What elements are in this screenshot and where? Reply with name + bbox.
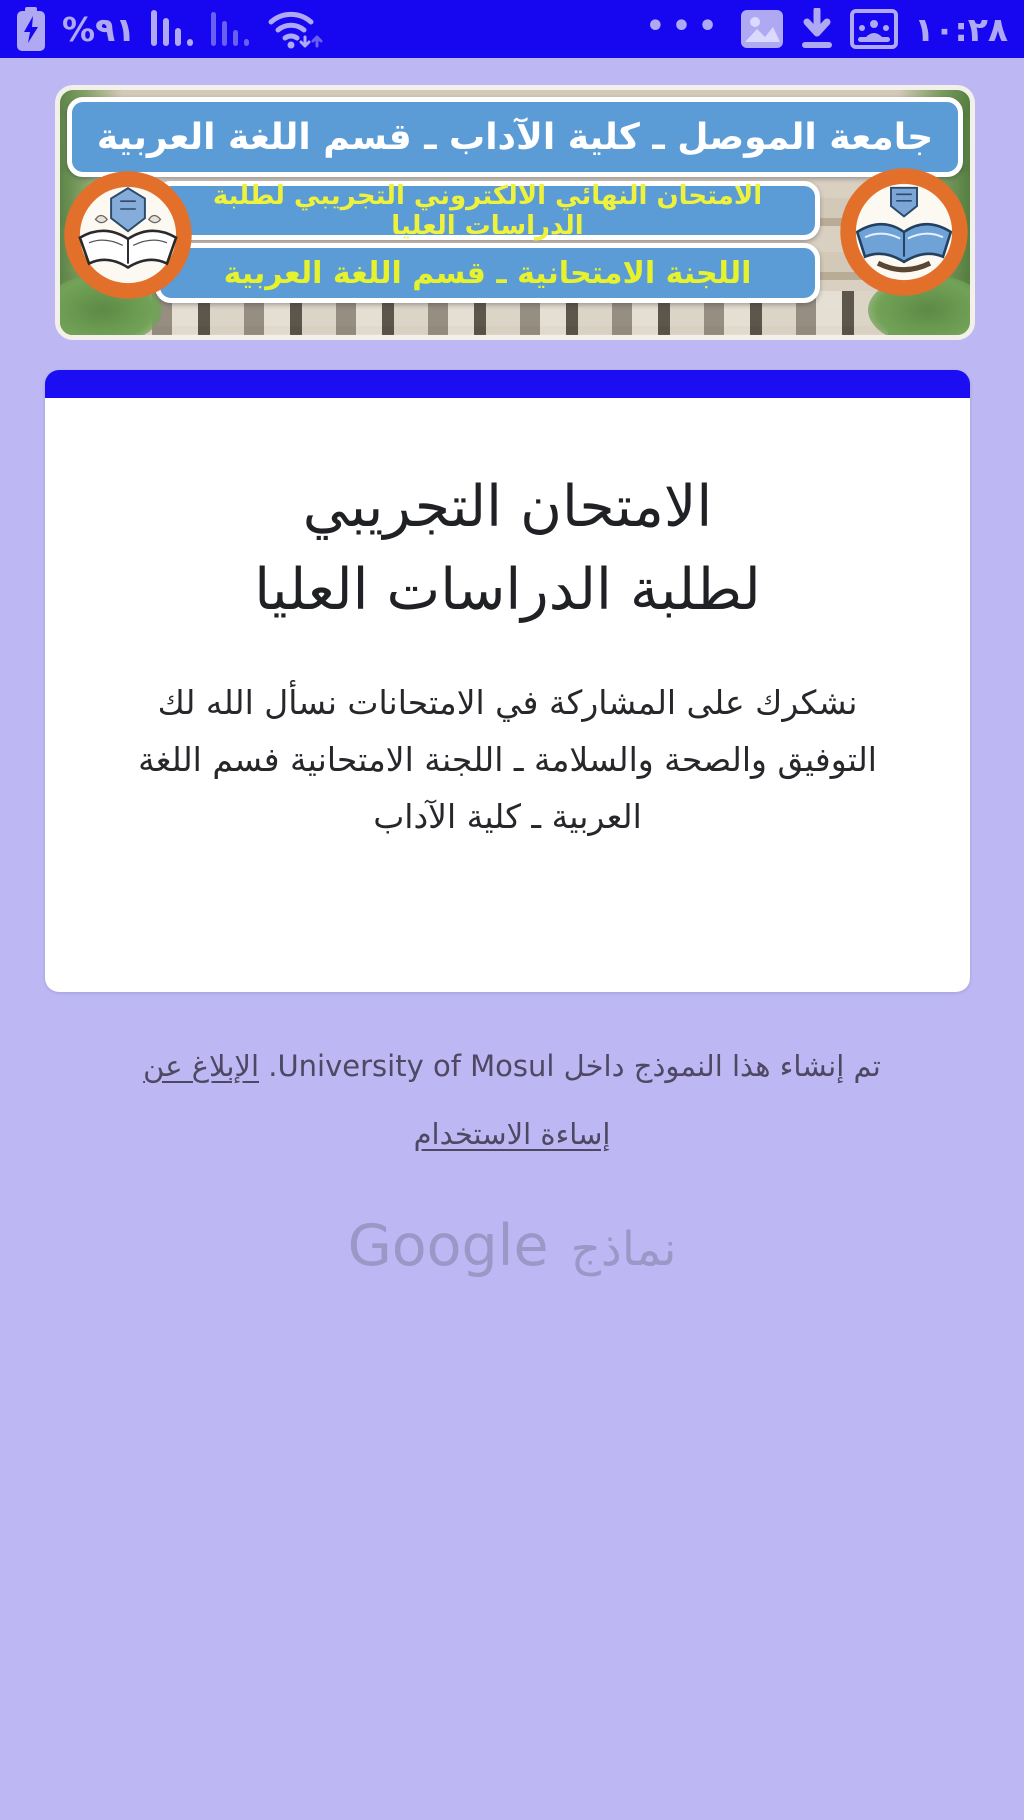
college-of-arts-logo xyxy=(839,167,969,297)
classroom-icon xyxy=(850,9,898,49)
report-abuse-link[interactable]: الإبلاغ عن إساءة الاستخدام xyxy=(143,1049,611,1152)
clock-time: ١٠:٢٨ xyxy=(914,9,1008,49)
screenshot-image-icon xyxy=(740,9,784,49)
form-title xyxy=(75,466,940,631)
status-bar xyxy=(0,0,1024,58)
wifi-up-down-icon xyxy=(267,7,323,51)
form-confirmation-card xyxy=(45,370,970,992)
form-title-line1: الامتحان التجريبي xyxy=(302,474,713,540)
status-bar-right xyxy=(646,8,1008,50)
created-inside-text: تم إنشاء هذا النموذج داخل xyxy=(563,1049,881,1083)
banner-committee-text: اللجنة الامتحانية ـ قسم اللغة العربية xyxy=(223,255,752,291)
form-header-image xyxy=(55,85,975,340)
form-title-line2: لطلبة الدراسات العليا xyxy=(254,556,761,623)
secondary-signal-icon xyxy=(211,8,251,50)
card-accent-bar xyxy=(45,370,970,398)
download-icon xyxy=(800,8,834,50)
google-wordmark: Google xyxy=(347,1213,549,1279)
banner-university-bar xyxy=(67,97,963,177)
confirmation-message: نشكرك على المشاركة في الامتحانات نسأل الله لك التوفيق والصحة والسلامة ـ اللجنة الامتحانية فسم اللغة العربية ـ كلية الآداب xyxy=(138,683,877,836)
charging-battery-icon xyxy=(16,7,46,51)
university-of-mosul-logo xyxy=(63,170,193,300)
battery-percent: %٩١ xyxy=(62,9,136,49)
banner-exam-text: الامتحان النهائي الالكتروني التجريبي لطلبة الدراسات العليا xyxy=(212,180,763,241)
banner-exam-bar xyxy=(155,181,820,240)
overflow-dots: ••• xyxy=(645,8,725,44)
status-bar-left xyxy=(16,7,323,51)
google-forms-logo xyxy=(0,1196,1024,1296)
forms-arabic-label: نماذج xyxy=(570,1221,677,1277)
signal-strength-icon xyxy=(151,8,195,50)
form-footer-note xyxy=(112,1032,912,1168)
banner-university-text: جامعة الموصل ـ كلية الآداب ـ قسم اللغة العربية xyxy=(96,116,934,158)
banner-committee-bar xyxy=(155,243,820,303)
organization-name: University of Mosul. xyxy=(268,1049,555,1083)
